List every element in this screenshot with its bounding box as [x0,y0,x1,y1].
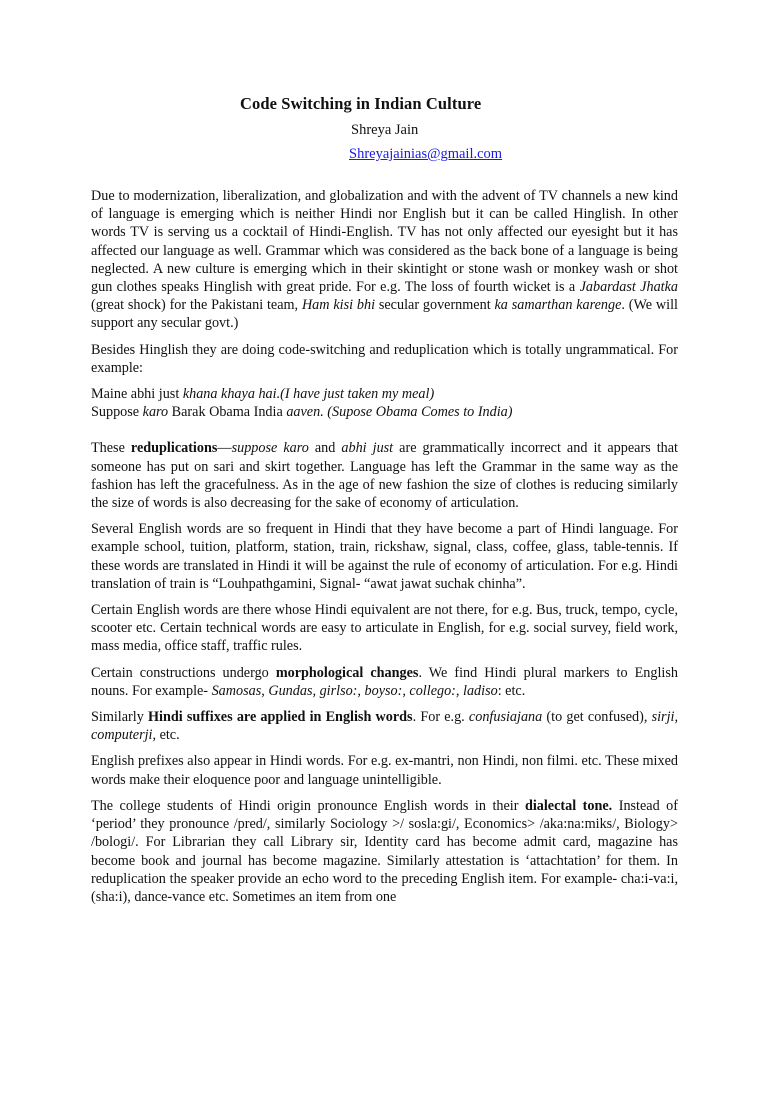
paragraph-dialectal-tone: The college students of Hindi origin pronounce English words in their dialectal tone. Instead of ‘period’ they pronounce /pred/, similarly Sociology >/ sosla:gi/, Economics> /aka:na:miks/, Biology> /bologi/. For Librarian they call Library sir, Identity card has become admit card, magazine has become book and journal has become magazine. Similarly attestation is ‘attachtation’ for them. In reduplication the speaker provide an echo word to the preceding English item. For example- cha:i-va:i,(sha:i), dance-vance etc. Sometimes an item from one [91,797,678,905]
paragraph-no-equivalent: Certain English words are there whose Hindi equivalent are not there, for e.g. Bus, truck, tempo, cycle, scooter etc. Certain technical words are easy to articulate in English, for e.g. social survey, field work, mass media, office staff, traffic rules. [91,602,678,655]
paragraph-hindi-suffixes: Similarly Hindi suffixes are applied in English words. For e.g. confusiajana (to get confused), sirji, computerji, etc. [91,709,679,744]
document-page [0,94,768,1118]
examples-block [91,385,678,421]
paragraph-code-switching: Besides Hinglish they are doing code-switching and reduplication which is totally ungrammatical. For example: [91,341,678,376]
author-name: Shreya Jain [351,122,419,138]
example-line-2: Suppose karo Barak Obama India aaven. (Supose Obama Comes to India) [91,404,513,421]
paragraph-morphological: Certain constructions undergo morphological changes. We find Hindi plural markers to English nouns. For example- Samosas, Gundas, girlso:, boyso:, collego:, ladiso: etc. [91,664,678,699]
paragraph-english-prefixes: English prefixes also appear in Hindi words. For e.g. ex-mantri, non Hindi, non filmi. etc. These mixed words make their eloquence poor and language unintelligible. [91,753,678,788]
paragraph-intro: Due to modernization, liberalization, and globalization and with the advent of TV channels a new kind of language is emerging which is neither Hindi nor English but it can be called Hinglish. In other words TV is serving us a cocktail of Hindi-English. TV has not only affected our eyesight but it has affected our language as well. Grammar which was considered as the back bone of a language is being neglected. A new culture is emerging which in their skintight or stone wash or monkey wash or shot gun clothes speaks Hinglish with great pride. For e.g. The loss of fourth wicket is a Jabardast Jhatka (great shock) for the Pakistani team, Ham kisi bhi secular government ka samarthan karenge. (We will support any secular govt.) [91,188,678,332]
author-email-line [349,145,678,163]
paragraph-reduplications: These reduplications—suppose karo and abhi just are grammatically incorrect and it appears that someone has put on sari and skirt together. Language has left the Grammar in the same way as the fashion has left the gracefulness. As in the age of new fashion the size of clothes is reducing similarly the size of words is also decreasing for the sake of economy of articulation. [91,440,678,512]
document-title: Code Switching in Indian Culture [240,94,482,113]
paragraph-frequent-words: Several English words are so frequent in Hindi that they have become a part of Hindi language. For example school, tuition, platform, station, train, rickshaw, signal, class, coffee, glass, table-tennis. If these words are translated in Hindi it will be against the rule of economy of articulation. For e.g. Hindi translation of train is “Louhpathgamini, Signal- “awat jawat suchak chinha”. [91,521,678,592]
example-line-1: Maine abhi just khana khaya hai.(I have just taken my meal) [91,386,435,403]
document-body [91,187,678,906]
author-email-link[interactable]: Shreyajainias@gmail.com [349,146,503,162]
